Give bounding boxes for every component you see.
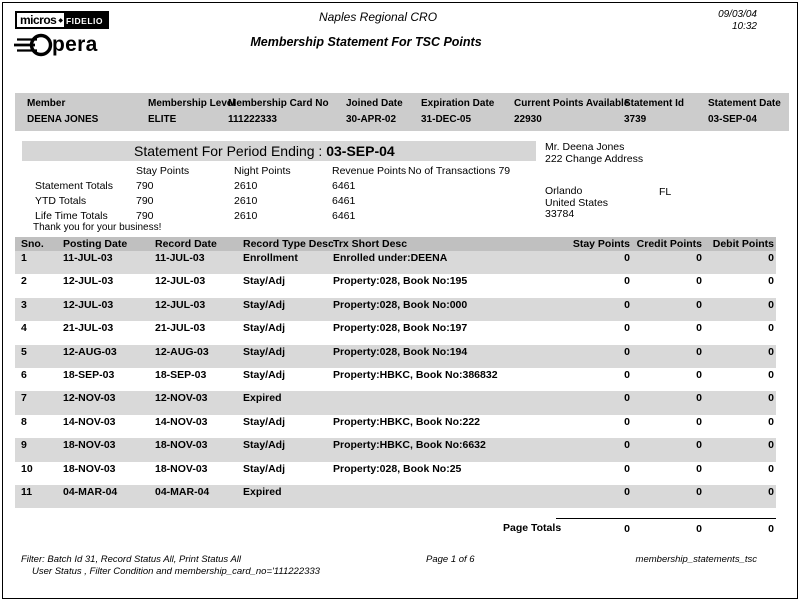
- ytd-totals-row: [3, 195, 798, 210]
- record-date-column-header: Record Date: [155, 238, 217, 250]
- transaction-count-label: No of Transactions 79: [408, 165, 511, 177]
- joined-date-header: Joined Date: [346, 98, 403, 109]
- transaction-row: [15, 298, 776, 321]
- transaction-row: [15, 485, 776, 508]
- credit-points-cell: 0: [696, 368, 702, 381]
- page-total-debit: 0: [768, 523, 774, 535]
- print-datetime: [718, 9, 757, 33]
- totals-row-label: Statement Totals: [35, 180, 114, 192]
- record-date-cell: 12-JUL-03: [155, 298, 206, 311]
- debit-points-cell: 0: [768, 462, 774, 475]
- transaction-row: [15, 462, 776, 485]
- posting-date-cell: 18-NOV-03: [63, 439, 116, 452]
- stay-points-column-header: Stay Points: [572, 238, 630, 250]
- expiration-date-header: Expiration Date: [421, 98, 495, 109]
- sno-cell: 11: [21, 485, 33, 498]
- address-name: Mr. Deena Jones: [545, 141, 625, 153]
- stay-points-cell: 0: [624, 298, 630, 311]
- night-points-value: 2610: [234, 210, 258, 222]
- transaction-row: [15, 345, 776, 368]
- print-time: 10:32: [731, 21, 757, 32]
- membership-level-value: ELITE: [148, 114, 177, 125]
- night-points-value: 2610: [234, 195, 258, 207]
- report-file-name: membership_statements_tsc: [635, 554, 757, 565]
- posting-date-cell: 04-MAR-04: [63, 485, 118, 498]
- record-type-cell: Stay/Adj: [243, 462, 286, 475]
- posting-date-column-header: Posting Date: [63, 238, 128, 250]
- filter-line-2: User Status , Filter Condition and membership_card_no='111222333: [32, 565, 320, 577]
- credit-points-column-header: Credit Points: [636, 238, 702, 250]
- report-page: [2, 2, 798, 599]
- credit-points-cell: 0: [696, 275, 702, 288]
- revenue-points-header: Revenue Points: [332, 165, 407, 177]
- address-street: 222 Change Address: [545, 152, 644, 165]
- sno-column-header: Sno.: [21, 238, 44, 250]
- record-type-cell: Expired: [243, 392, 282, 405]
- trx-short-desc-cell: Enrolled under:DEENA: [333, 252, 448, 264]
- address-zip: 33784: [545, 208, 575, 220]
- print-date: 09/03/04: [718, 9, 757, 20]
- transaction-row: [15, 391, 776, 414]
- sno-cell: 10: [21, 462, 33, 475]
- record-date-cell: 12-AUG-03: [155, 345, 209, 358]
- revenue-points-value: 6461: [332, 195, 356, 207]
- expiration-date-value: 31-DEC-05: [421, 114, 472, 125]
- debit-points-cell: 0: [768, 485, 774, 498]
- posting-date-cell: 12-JUL-03: [63, 298, 114, 311]
- trx-short-desc-cell: Property:028, Book No:195: [333, 275, 468, 288]
- sno-cell: 4: [21, 322, 27, 335]
- points-summary-rows: [3, 180, 798, 225]
- credit-points-cell: 0: [696, 392, 702, 405]
- sno-cell: 1: [21, 252, 27, 264]
- page-total-credit: 0: [696, 523, 702, 535]
- diamond-icon: ◆: [58, 17, 63, 24]
- posting-date-cell: 18-SEP-03: [63, 368, 115, 381]
- sno-cell: 6: [21, 368, 27, 381]
- credit-points-cell: 0: [696, 298, 702, 311]
- record-date-cell: 11-JUL-03: [155, 252, 205, 264]
- debit-points-cell: 0: [768, 392, 774, 405]
- credit-points-cell: 0: [696, 322, 702, 335]
- posting-date-cell: 11-JUL-03: [63, 252, 113, 264]
- stay-points-cell: 0: [624, 392, 630, 405]
- night-points-value: 2610: [234, 180, 258, 192]
- opera-logo-text: pera: [52, 33, 98, 56]
- member-value: DEENA JONES: [27, 114, 99, 125]
- statement-date-header: Statement Date: [708, 98, 781, 109]
- transactions-header-row: [15, 237, 776, 251]
- stay-points-header: Stay Points: [136, 165, 190, 177]
- posting-date-cell: 18-NOV-03: [63, 462, 116, 475]
- posting-date-cell: 12-AUG-03: [63, 345, 117, 358]
- credit-points-cell: 0: [696, 485, 702, 498]
- trx-short-desc-cell: Property:028, Book No:25: [333, 462, 462, 475]
- transaction-row: [15, 368, 776, 391]
- posting-date-cell: 12-JUL-03: [63, 275, 114, 288]
- credit-points-cell: 0: [696, 252, 702, 264]
- debit-points-cell: 0: [768, 252, 774, 264]
- trx-short-desc-cell: Property:028, Book No:000: [333, 298, 468, 311]
- membership-level-header: Membership Level: [148, 98, 236, 109]
- page-totals-row: [15, 522, 776, 536]
- record-type-cell: Stay/Adj: [243, 298, 286, 311]
- page-totals-divider: [556, 518, 776, 519]
- record-type-cell: Stay/Adj: [243, 415, 286, 428]
- posting-date-cell: 14-NOV-03: [63, 415, 116, 428]
- statement-totals-row: [3, 180, 798, 195]
- stay-points-cell: 0: [624, 415, 630, 428]
- current-points-value: 22930: [514, 114, 542, 125]
- page-totals-label: Page Totals: [503, 522, 562, 534]
- totals-row-label: Life Time Totals: [35, 210, 108, 222]
- office-name: Naples Regional CRO: [318, 10, 438, 24]
- posting-date-cell: 12-NOV-03: [63, 392, 116, 405]
- debit-points-cell: 0: [768, 415, 774, 428]
- debit-points-cell: 0: [768, 368, 774, 381]
- fidelio-logo-text: FIDELIO: [64, 13, 107, 27]
- mailing-address: [545, 142, 643, 165]
- trx-short-desc-cell: Property:HBKC, Book No:386832: [333, 368, 498, 381]
- debit-points-cell: 0: [768, 298, 774, 311]
- statement-id-header: Statement Id: [624, 98, 685, 109]
- address-city: Orlando: [545, 185, 583, 197]
- trx-short-desc-cell: Property:028, Book No:194: [333, 345, 468, 358]
- revenue-points-value: 6461: [332, 180, 356, 192]
- statement-id-value: 3739: [624, 114, 647, 125]
- member-summary-band: [15, 93, 789, 131]
- record-date-cell: 18-NOV-03: [155, 439, 208, 452]
- record-type-cell: Enrollment: [243, 252, 298, 264]
- stay-points-cell: 0: [624, 485, 630, 498]
- footer-filter-info: [21, 554, 320, 577]
- record-date-cell: 18-NOV-03: [155, 462, 208, 475]
- stay-points-cell: 0: [624, 252, 630, 264]
- report-title: Membership Statement For TSC Points: [250, 35, 482, 49]
- stay-points-cell: 0: [624, 462, 630, 475]
- credit-points-cell: 0: [696, 462, 702, 475]
- statement-date-value: 03-SEP-04: [708, 114, 757, 125]
- sno-cell: 5: [21, 345, 27, 358]
- record-date-cell: 14-NOV-03: [155, 415, 208, 428]
- credit-points-cell: 0: [696, 415, 702, 428]
- sno-cell: 2: [21, 275, 27, 288]
- transaction-row: [15, 438, 776, 461]
- record-type-cell: Stay/Adj: [243, 368, 286, 381]
- current-points-header: Current Points Available: [514, 98, 630, 109]
- record-type-cell: Stay/Adj: [243, 275, 286, 288]
- record-date-cell: 21-JUL-03: [155, 322, 206, 335]
- stay-points-cell: 0: [624, 322, 630, 335]
- transactions-body: [15, 251, 776, 508]
- totals-row-label: YTD Totals: [35, 195, 87, 207]
- credit-points-cell: 0: [696, 345, 702, 358]
- thank-you-message: Thank you for your business!: [33, 222, 162, 233]
- debit-points-cell: 0: [768, 322, 774, 335]
- page-total-stay: 0: [624, 523, 630, 535]
- stay-points-value: 790: [136, 180, 154, 192]
- revenue-points-value: 6461: [332, 210, 356, 222]
- micros-logo-text: micros: [20, 13, 57, 27]
- record-type-cell: Stay/Adj: [243, 345, 286, 358]
- credit-points-cell: 0: [696, 439, 702, 452]
- sno-cell: 3: [21, 298, 27, 311]
- sno-cell: 9: [21, 439, 27, 452]
- stay-points-cell: 0: [624, 439, 630, 452]
- debit-points-cell: 0: [768, 345, 774, 358]
- transaction-row: [15, 321, 776, 344]
- stay-points-value: 790: [136, 210, 154, 222]
- trx-short-desc-cell: Property:HBKC, Book No:6632: [333, 439, 486, 452]
- stay-points-cell: 0: [624, 368, 630, 381]
- night-points-header: Night Points: [234, 165, 291, 177]
- stay-points-cell: 0: [624, 345, 630, 358]
- sno-cell: 7: [21, 392, 27, 405]
- stay-points-cell: 0: [624, 275, 630, 288]
- statement-period-value: 03-SEP-04: [326, 143, 395, 159]
- address-state: FL: [659, 186, 672, 198]
- address-country: United States: [545, 196, 609, 209]
- trx-short-desc-cell: Property:HBKC, Book No:222: [333, 415, 481, 428]
- member-header: Member: [27, 98, 66, 109]
- record-type-cell: Stay/Adj: [243, 439, 286, 452]
- page-number: Page 1 of 6: [426, 554, 475, 565]
- filter-line-1: Filter: Batch Id 31, Record Status All, Print Status All: [21, 554, 241, 565]
- debit-points-cell: 0: [768, 439, 774, 452]
- membership-card-header: Membership Card No: [228, 98, 329, 109]
- trx-short-desc-column-header: Trx Short Desc: [333, 238, 408, 250]
- record-date-cell: 18-SEP-03: [155, 368, 207, 381]
- record-type-column-header: Record Type Desc: [243, 238, 334, 250]
- record-type-cell: Stay/Adj: [243, 322, 286, 335]
- statement-period-bar: [22, 141, 536, 161]
- statement-period-label: Statement For Period Ending :: [134, 143, 327, 159]
- record-date-cell: 04-MAR-04: [155, 485, 210, 498]
- posting-date-cell: 21-JUL-03: [63, 322, 114, 335]
- transaction-row: [15, 251, 776, 274]
- record-type-cell: Expired: [243, 485, 282, 498]
- sno-cell: 8: [21, 415, 27, 428]
- record-date-cell: 12-JUL-03: [155, 275, 206, 288]
- trx-short-desc-cell: Property:028, Book No:197: [333, 322, 468, 335]
- record-date-cell: 12-NOV-03: [155, 392, 208, 405]
- statement-period-text: [134, 141, 536, 161]
- transaction-row: [15, 415, 776, 438]
- membership-card-value: 111222333: [228, 114, 277, 125]
- joined-date-value: 30-APR-02: [346, 114, 397, 125]
- debit-points-column-header: Debit Points: [712, 238, 774, 250]
- stay-points-value: 790: [136, 195, 154, 207]
- transaction-row: [15, 274, 776, 297]
- debit-points-cell: 0: [768, 275, 774, 288]
